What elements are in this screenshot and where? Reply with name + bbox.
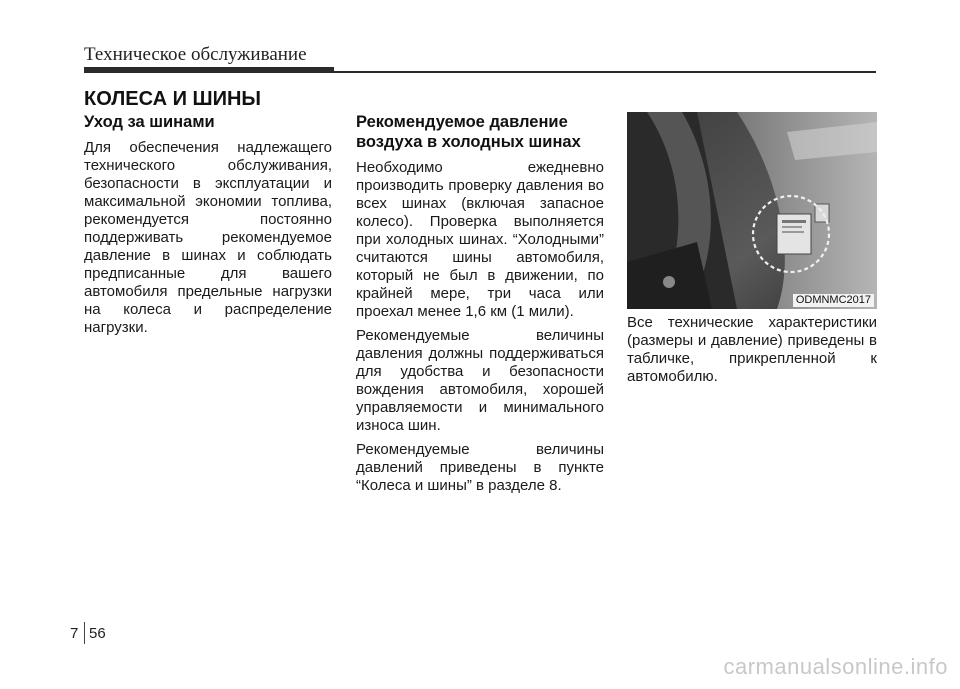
cold-pressure-paragraph-3: Рекомендуемые величины давлений приведены в пункте “Колеса и шины” в разделе 8. <box>356 441 604 494</box>
header-rule-thick <box>84 67 334 73</box>
page-number: 56 <box>89 625 106 642</box>
chapter-number: 7 <box>70 625 79 642</box>
cold-pressure-paragraph-2: Рекомендуемые величины давления должны поддерживаться для удобства и безопасности вождения автомобиля, хорошей управляемости и минимального износа шин. <box>356 327 604 434</box>
tire-care-heading: Уход за шинами <box>84 113 215 131</box>
cold-pressure-paragraph-1: Необходимо ежедневно производить проверку давления во всех шинах (включая запасное колесо). Проверка выполняется при холодных шинах. “Холодными” считаются шины автомобиля, который не был в движении, по крайней мере, три часа или проехал менее 1,6 км (1 мили). <box>356 159 604 320</box>
header-rule-thin <box>334 71 876 73</box>
image-code: ODMNMC2017 <box>793 294 874 307</box>
column-1 <box>84 112 332 337</box>
door-pillar-illustration <box>627 112 877 309</box>
footer-divider <box>84 622 85 644</box>
column-3 <box>627 112 877 386</box>
section-title: КОЛЕСА И ШИНЫ <box>84 88 262 110</box>
running-header: Техническое обслуживание <box>84 44 307 65</box>
door-pillar-label-photo <box>627 112 877 309</box>
column-2 <box>356 112 604 495</box>
watermark-link[interactable]: carmanualsonline.info <box>723 654 948 679</box>
tire-care-paragraph: Для обеспечения надлежащего технического обслуживания, безопасности в эксплуатации и максимальной экономии топлива, рекомендуется постоянно поддерживать рекомендуемое давление в шинах и соблюдать предписанные для вашего автомобиля предельные нагрузки на колеса и распределение нагрузки. <box>84 139 332 336</box>
cold-pressure-heading: Рекомендуемое давление воздуха в холодных шинах <box>356 113 581 151</box>
tire-label-paragraph: Все технические характеристики (размеры и давление) приведены в табличке, прикрепленной к автомобилю. <box>627 314 877 385</box>
